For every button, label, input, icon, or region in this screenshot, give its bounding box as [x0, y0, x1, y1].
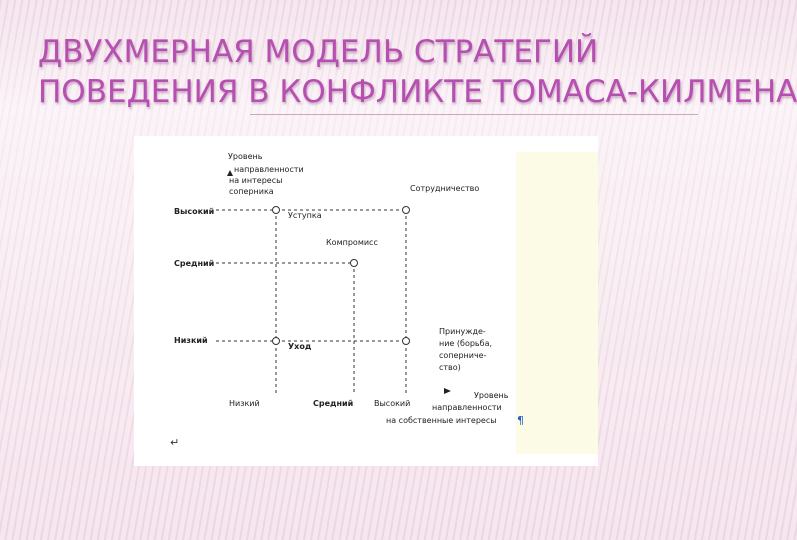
- y-level-mid: Средний: [174, 259, 215, 268]
- diagram-svg: [134, 136, 598, 466]
- point-coercion: [403, 338, 410, 345]
- x-axis-arrow-icon: [444, 388, 451, 394]
- slide-title-line-2: ПОВЕДЕНИЯ В КОНФЛИКТЕ ТОМАСА-КИЛМЕНА: [38, 74, 797, 110]
- slide-title: [38, 32, 797, 112]
- slide-title-line-1: ДВУХМЕРНАЯ МОДЕЛЬ СТРАТЕГИЙ: [38, 34, 599, 70]
- pilcrow-mark: ¶: [517, 414, 524, 427]
- label-coercion-line-4: ство): [439, 363, 461, 372]
- y-axis-label-line-3: на интересы: [229, 176, 283, 185]
- label-avoidance: Уход: [288, 342, 312, 351]
- x-axis-label-line-3: на собственные интересы: [386, 416, 497, 425]
- x-level-low: Низкий: [229, 399, 260, 408]
- thomas-kilmann-diagram: [134, 136, 598, 466]
- x-axis-label-line-2: направленности: [432, 403, 502, 412]
- title-underline: [250, 114, 698, 115]
- y-axis-label-line-1: Уровень: [228, 152, 263, 161]
- label-concession: Уступка: [288, 211, 322, 220]
- label-coercion-line-1: Принужде-: [439, 327, 486, 336]
- label-cooperation: Сотрудничество: [410, 184, 480, 193]
- point-avoidance: [273, 338, 280, 345]
- y-axis-label-line-2: направленности: [234, 165, 304, 174]
- label-compromise: Компромисс: [326, 238, 378, 247]
- x-level-mid: Средний: [313, 399, 354, 408]
- x-axis-label-line-1: Уровень: [474, 391, 509, 400]
- label-coercion-line-3: соперниче-: [439, 351, 487, 360]
- point-concession: [273, 207, 280, 214]
- line-break-mark: ↵: [170, 436, 180, 449]
- y-level-low: Низкий: [174, 336, 208, 345]
- y-level-high: Высокий: [174, 207, 215, 216]
- x-level-high: Высокий: [374, 399, 411, 408]
- label-coercion-line-2: ние (борьба,: [439, 339, 493, 348]
- point-cooperation: [403, 207, 410, 214]
- y-axis-label-line-4: соперника: [229, 187, 274, 196]
- point-compromise: [351, 260, 358, 267]
